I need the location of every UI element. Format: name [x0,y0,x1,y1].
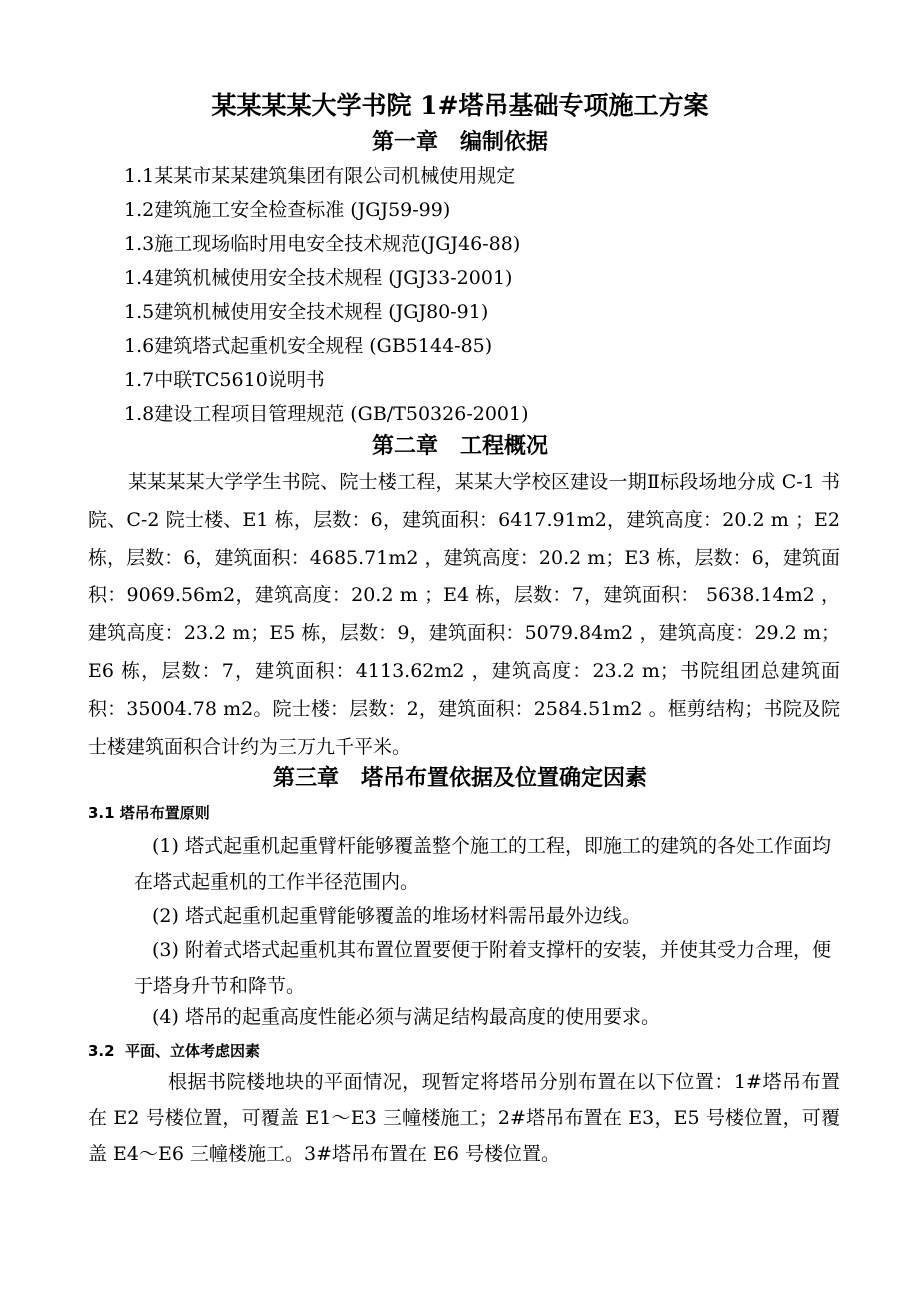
section-3-2-heading: 3.2 平面、立体考虑因素 [88,1042,261,1060]
basis-item: 1.6建筑塔式起重机安全规程 (GB5144-85) [124,335,493,357]
document-title: 某某某某大学书院 1#塔吊基础专项施工方案 [211,91,709,120]
basis-item: 1.4建筑机械使用安全技术规程 (JGJ33-2001) [124,267,513,289]
principle-item: (1) 塔式起重机起重臂杆能够覆盖整个施工的工程，即施工的建筑的各处工作面均在塔式起重机的工作半径范围内。 [134,835,831,893]
chapter-2-heading: 第二章 工程概况 [371,433,548,459]
principle-item: (3) 附着式塔式起重机其布置位置要便于附着支撑杆的安装，并使其受力合理，便于塔身升节和降节。 [134,939,831,997]
basis-item: 1.1某某市某某建筑集团有限公司机械使用规定 [124,165,516,187]
basis-item: 1.2建筑施工安全检查标准 (JGJ59-99) [124,199,451,221]
basis-item: 1.5建筑机械使用安全技术规程 (JGJ80-91) [124,301,489,323]
basis-item: 1.3施工现场临时用电安全技术规范(JGJ46-88) [124,233,521,255]
basis-list [124,159,529,431]
crane-placement-paragraph: 根据书院楼地块的平面情况，现暂定将塔吊分别布置在以下位置：1#塔吊布置在 E2 号楼位置，可覆盖 E1～E3 三幢楼施工；2#塔吊布置在 E3，E5 号楼位置，可覆盖 E4～E6 三幢楼施工。3#塔吊布置在 E6 号楼位置。 [88,1071,840,1165]
principle-item: (2) 塔式起重机起重臂能够覆盖的堆场材料需吊最外边线。 [152,905,641,927]
basis-item: 1.8建设工程项目管理规范 (GB/T50326-2001) [124,403,529,425]
principle-item: (4) 塔吊的起重高度性能必须与满足结构最高度的使用要求。 [152,1006,660,1028]
chapter-3-heading: 第三章 塔吊布置依据及位置确定因素 [272,765,647,791]
project-overview-paragraph: 某某某某大学学生书院、院士楼工程，某某大学校区建设一期Ⅱ标段场地分成 C-1 书院、C-2 院士楼、E1 栋，层数：6，建筑面积：6417.91m2，建筑高度：20.2 m ；E2 栋，层数：6，建筑面积：4685.71m2 ，建筑高度：20.2 m；E3 栋，层数：6，建筑面积：9069.56m2，建筑高度：20.2 m ；E4 栋，层数：7，建筑面积： 5638.14m2 ，建筑高度：23.2 m；E5 栋，层数：9，建筑面积：5079.84m2 ，建筑高度：29.2 m；E6 栋，层数：7，建筑面积：4113.62m2 ，建筑高度：23.2 m；书院组团总建筑面积：35004.78 m2。院士楼：层数：2，建筑面积：2584.51m2 。框剪结构；书院及院士楼建筑面积合计约为三万九千平米。 [88,471,840,758]
chapter-1-heading: 第一章 编制依据 [371,129,548,155]
basis-item: 1.7中联TC5610说明书 [124,369,325,391]
section-3-1-heading: 3.1 塔吊布置原则 [88,804,210,822]
